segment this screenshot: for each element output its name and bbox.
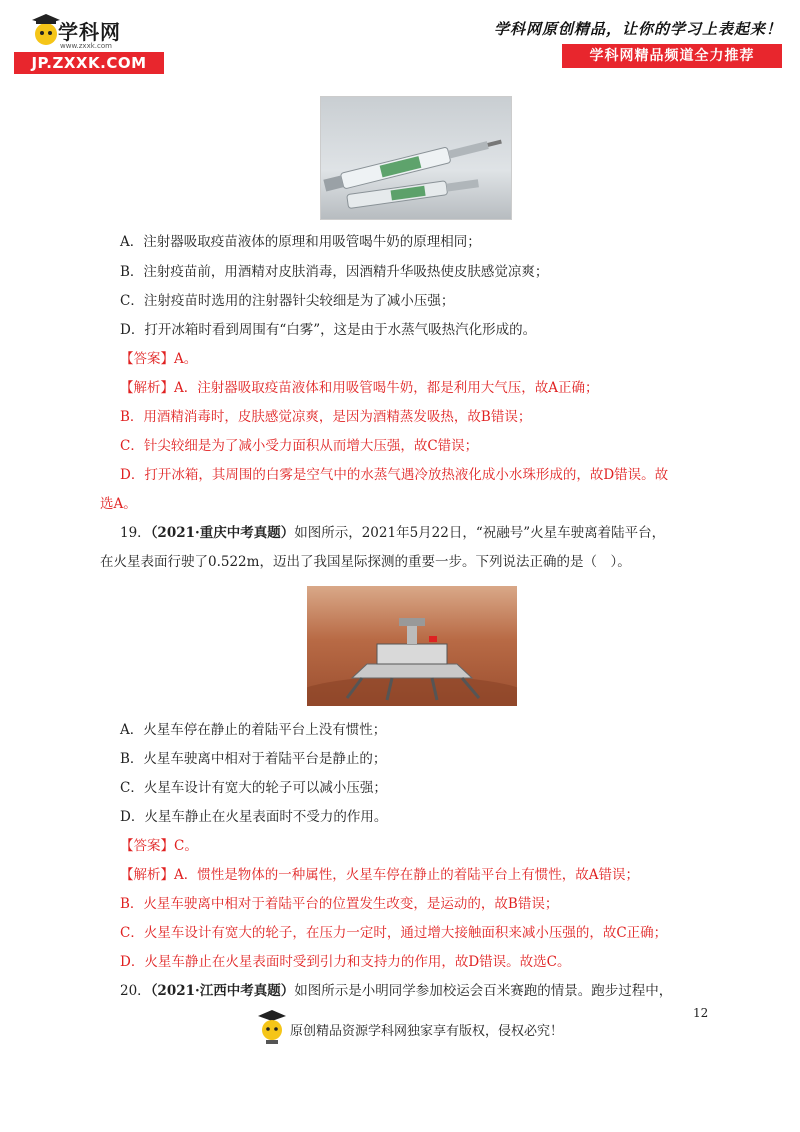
q19-analysis-b: B．火星车驶离中相对于着陆平台的位置发生改变，是运动的，故B错误； [120, 896, 559, 912]
q19-answer [120, 836, 198, 856]
logo-subtitle: www.zxxk.com [60, 42, 112, 50]
q19-option-a: A．火星车停在静止的着陆平台上没有惯性； [120, 722, 387, 738]
page-number: 12 [693, 1006, 709, 1020]
analysis-text: A．注射器吸取疫苗液体和用吸管喝牛奶，都是利用大气压，故A正确； [174, 380, 599, 396]
answer-text: C。 [174, 838, 198, 854]
q18-answer [120, 349, 197, 369]
q19-analysis-a [120, 865, 639, 885]
question-stem: 如图所示是小明同学参加校运会百米赛跑的情景。跑步过程中， [294, 983, 673, 999]
footer-copyright: 原创精品资源学科网独家享有版权，侵权必究！ [290, 1024, 564, 1039]
question-number: 19． [120, 525, 151, 541]
logo-url: JP.ZXXK.COM [14, 52, 164, 74]
mascot-icon [258, 1010, 286, 1044]
q18-analysis-c: C．针尖较细是为了减小受力面积从而增大压强，故C错误； [120, 438, 479, 454]
q18-option-c: C．注射疫苗时选用的注射器针尖较细是为了减小压强； [120, 293, 455, 309]
q18-option-a: A．注射器吸取疫苗液体的原理和用吸管喝牛奶的原理相同； [120, 234, 481, 250]
q20-stem [120, 981, 672, 1001]
analysis-tag: 【解析】 [120, 380, 174, 396]
answer-text: A。 [174, 351, 198, 367]
q18-analysis-b: B．用酒精消毒时，皮肤感觉凉爽，是因为酒精蒸发吸热，故B错误； [120, 409, 532, 425]
header-banner: 学科网精品频道全力推荐 [562, 44, 782, 68]
q19-option-b: B．火星车驶离中相对于着陆平台是静止的； [120, 751, 387, 767]
syringe-illustration [321, 97, 511, 219]
q19-stem-line2: 在火星表面行驶了0.522m，迈出了我国星际探测的重要一步。下列说法正确的是（ ）。 [100, 554, 631, 570]
logo-name: 学科网 [58, 20, 121, 44]
header-slogan: 学科网原创精品，让你的学习上表起来！ [493, 20, 782, 38]
q18-analysis-end: 选A。 [100, 496, 137, 512]
question-source: （2021·重庆中考真题） [150, 525, 295, 541]
q19-analysis-c: C．火星车设计有宽大的轮子，在压力一定时，通过增大接触面积来减小压强的，故C正确； [120, 925, 668, 941]
q19-option-c: C．火星车设计有宽大的轮子可以减小压强； [120, 780, 387, 796]
rover-illustration [307, 586, 517, 706]
q19-analysis-d: D．火星车静止在火星表面时受到引力和支持力的作用，故D错误。故选C。 [120, 954, 571, 970]
answer-tag: 【答案】 [120, 838, 174, 854]
question-number: 20． [120, 983, 151, 999]
q18-analysis-a [120, 378, 599, 398]
mars-rover-photo [307, 586, 517, 706]
question-source: （2021·江西中考真题） [150, 983, 295, 999]
q19-option-d: D．火星车静止在火星表面时不受力的作用。 [120, 809, 388, 825]
analysis-tag: 【解析】 [120, 867, 174, 883]
site-logo[interactable] [14, 14, 164, 76]
answer-tag: 【答案】 [120, 351, 174, 367]
q19-stem-line1 [120, 523, 665, 543]
q18-analysis-d: D．打开冰箱，其周围的白雾是空气中的水蒸气遇冷放热液化成小水珠形成的，故D错误。故 [120, 467, 669, 483]
analysis-text: A．惯性是物体的一种属性，火星车停在静止的着陆平台上有惯性，故A错误； [174, 867, 639, 883]
syringe-photo [320, 96, 512, 220]
q18-option-d: D．打开冰箱时看到周围有“白雾”，这是由于水蒸气吸热汽化形成的。 [120, 322, 537, 338]
q18-option-b: B．注射疫苗前，用酒精对皮肤消毒，因酒精升华吸热使皮肤感觉凉爽； [120, 264, 549, 280]
question-stem: 如图所示，2021年5月22日，“祝融号”火星车驶离着陆平台， [294, 525, 666, 541]
